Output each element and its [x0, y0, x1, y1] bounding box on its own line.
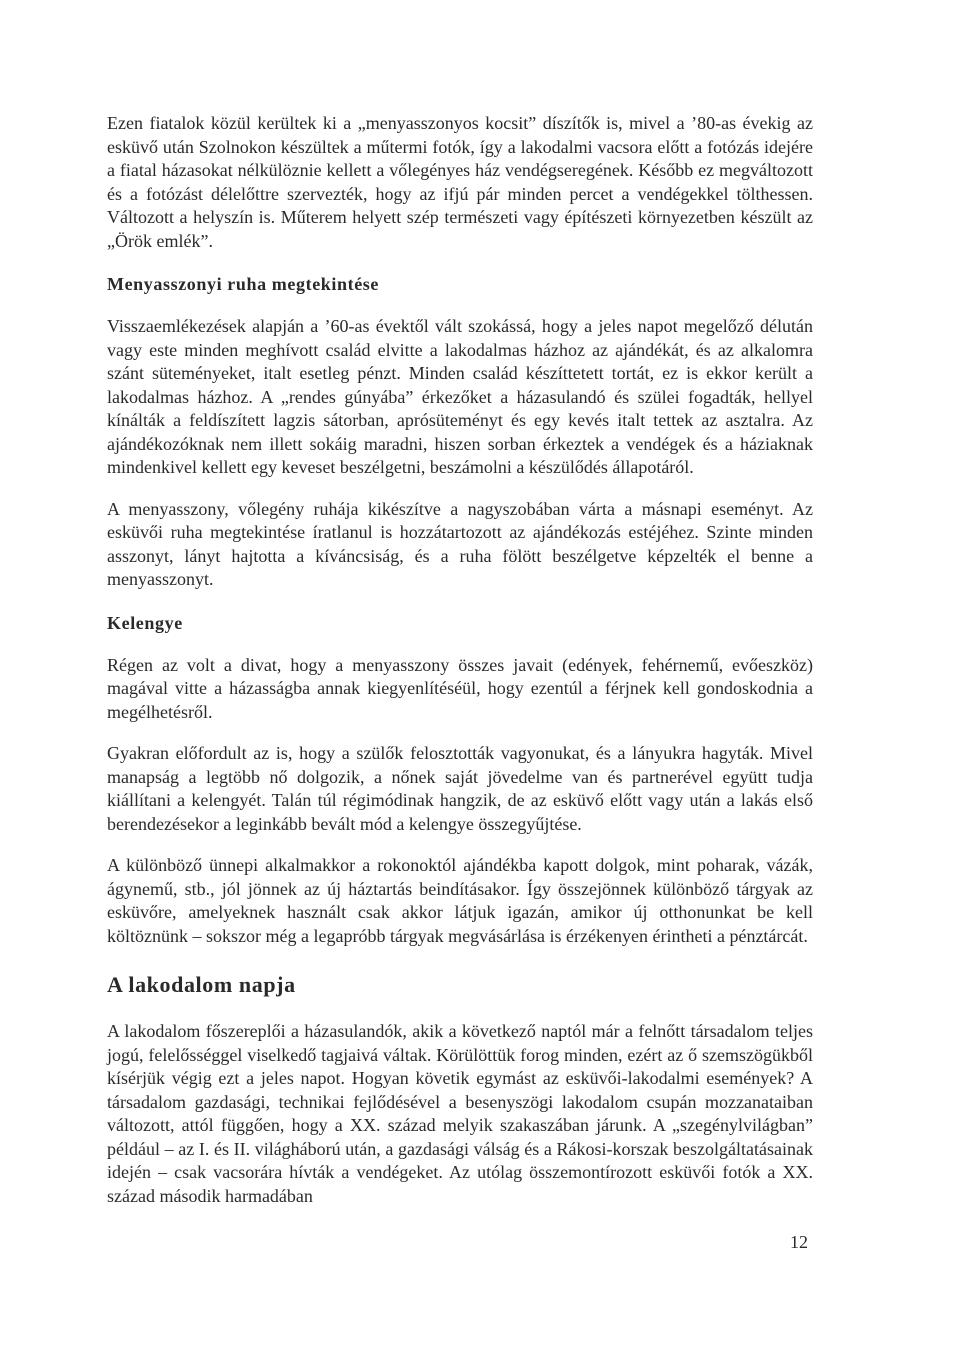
page-number: 12	[790, 1232, 808, 1252]
paragraph-ruha-megtekintes: A menyasszony, vőlegény ruhája kikészítve a nagyszobában várta a másnapi eseményt. Az esküvői ruha megtekintése íratlanul is hozzátartozott az ajándékozás estéjéhez. Szinte minden asszonyt, lányt hajtotta a kíváncsiság, és a ruha fölött beszélgetve képzelték el benne a menyasszonyt.	[107, 498, 813, 589]
paragraph-kelengye-targyak: A különböző ünnepi alkalmakkor a rokonoktól ajándékba kapott dolgok, mint poharak, vázák, ágynemű, stb., jól jönnek az új háztartás beindításakor. Így összejönnek különböző tárgyak az esküvőre, amelyeknek használt csak akkor látjuk igazán, amikor új otthonunkat be kell költöznünk – sokszor még a legapróbb tárgyak megvásárlása is érzékenyen érintheti a pénztárcát.	[107, 855, 813, 946]
heading-kelengye: Kelengye	[107, 612, 183, 633]
heading-lakodalom-napja: A lakodalom napja	[107, 972, 296, 997]
paragraph-ajandekozas: Visszaemlékezések alapján a ’60-as évektől vált szokássá, hogy a jeles napot megelőző délután vagy este minden meghívott család elvitte a lakodalmas házhoz az ajándékát, és az alkalomra szánt süteményeket, italt esetleg pénzt. Minden család készíttetett tortát, ez is ekkor került a lakodalmas házhoz. A „rendes gúnyába” érkezőket a házasulandó és szülei fogadták, hellyel kínálták a feldíszített lagzis sátorban, aprósüteményt és egy kevés italt tettek az asztalra. Az ajándékozóknak nem illett sokáig maradni, hiszen sorban érkeztek a vendégek és a háziaknak mindenkivel kellett egy keveset beszélgetni, beszámolni a készülődés állapotáról.	[107, 316, 813, 477]
paragraph-kelengye-szulok: Gyakran előfordult az is, hogy a szülők felosztották vagyonukat, és a lányukra hagyták. Mivel manapság a legtöbb nő dolgozik, a nőnek saját jövedelme van és partnerével együtt tudja kiállítani a kelengyét. Talán túl régimódinak hangzik, de az esküvő előtt vagy után a lakás első berendezésekor a leginkább bevált mód a kelengye összegyűjtése.	[107, 743, 813, 834]
paragraph-lakodalom: A lakodalom főszereplői a házasulandók, akik a következő naptól már a felnőtt társadalom teljes jogú, felelősséggel viselkedő tagjaivá váltak. Körülöttük forog minden, ezért az ő szemszögükből kísérjük végig ezt a jeles napot. Hogyan követik egymást az esküvői-lakodalmi események? A társadalom gazdasági, technikai fejlődésével a besenyszögi lakodalom csupán mozzanataiban változott, attól függően, hogy a XX. század melyik szakaszában járunk. A „szegénylvilágban” például – az I. és II. világháború után, a gazdasági válság és a Rákosi-korszak beszolgáltatásainak idején – csak vacsorára hívták a vendégeket. Az utólag összemontírozott esküvői fotók a XX. század második harmadában	[107, 1021, 813, 1206]
paragraph-fotozas: Ezen fiatalok közül kerültek ki a „menyasszonyos kocsit” díszítők is, mivel a ’80-as évekig az esküvő után Szolnokon készültek a műtermi fotók, így a lakodalmi vacsora előtt a fotózás idejére a fiatal házasokat nélkülöznie kellett a vőlegényes ház vendégseregének. Később ez megváltozott és a fotózást délelőttre szervezték, hogy az ifjú pár minden percet a vendégekkel tölthessen. Változott a helyszín is. Műterem helyett szép természeti vagy építészeti környezetben készült az „Örök emlék”.	[107, 113, 813, 251]
heading-menyasszonyi-ruha: Menyasszonyi ruha megtekintése	[107, 274, 379, 294]
document-page	[107, 112, 813, 1226]
paragraph-kelengye-regen: Régen az volt a divat, hogy a menyasszony összes javait (edények, fehérnemű, evőeszköz) magával vitte a házasságba annak kiegyenlítéséül, hogy ezentúl a férjnek kell gondoskodnia a megélhetésről.	[107, 654, 813, 722]
